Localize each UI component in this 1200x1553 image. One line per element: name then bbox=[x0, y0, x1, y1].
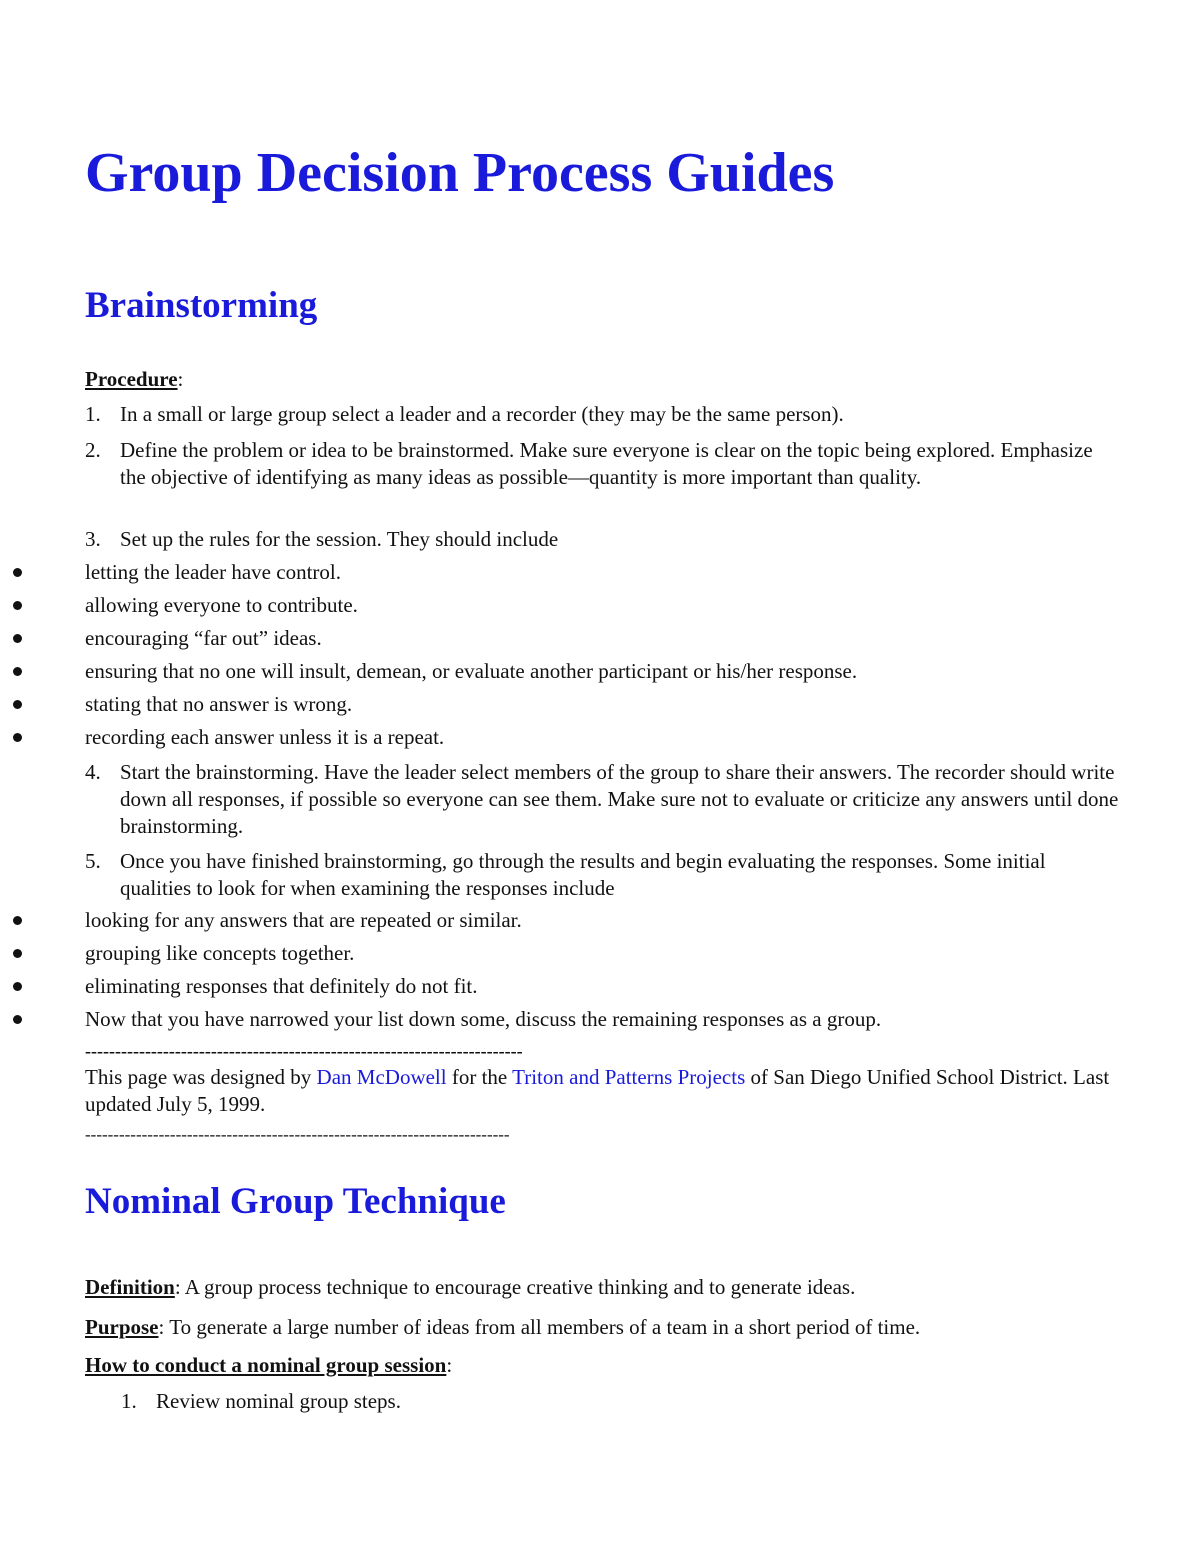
rule-text: encouraging “far out” ideas. bbox=[85, 626, 322, 650]
list-item bbox=[85, 592, 1125, 619]
how-to-line bbox=[85, 1352, 1125, 1379]
bullet-icon bbox=[13, 1015, 22, 1024]
bullet-icon bbox=[13, 601, 22, 610]
list-item bbox=[85, 658, 1125, 685]
step-number: 2. bbox=[85, 438, 101, 462]
list-item bbox=[85, 907, 1125, 934]
procedure-step-5 bbox=[85, 848, 1125, 902]
list-item bbox=[85, 724, 1125, 751]
procedure-step-3 bbox=[85, 526, 1125, 553]
credit-text bbox=[85, 1064, 1115, 1118]
procedure-step-2 bbox=[85, 437, 1125, 491]
bullet-icon bbox=[13, 949, 22, 958]
purpose-text: : To generate a large number of ideas from all members of a team in a short period of time. bbox=[158, 1315, 921, 1339]
bullet-icon bbox=[13, 982, 22, 991]
page-title: Group Decision Process Guides bbox=[85, 142, 835, 204]
step-number: 1. bbox=[85, 402, 101, 426]
bullet-icon bbox=[13, 700, 22, 709]
evaluation-text: eliminating responses that definitely do not fit. bbox=[85, 974, 478, 998]
step-number: 5. bbox=[85, 849, 101, 873]
procedure-line bbox=[85, 366, 183, 393]
rule-text: letting the leader have control. bbox=[85, 560, 341, 584]
procedure-step-4 bbox=[85, 759, 1125, 840]
evaluation-text: Now that you have narrowed your list down some, discuss the remaining responses as a group. bbox=[85, 1007, 882, 1031]
how-to-label: How to conduct a nominal group session bbox=[85, 1353, 447, 1377]
step-number: 4. bbox=[85, 760, 101, 784]
step-text: Once you have finished brainstorming, go through the results and begin evaluating the responses. Some initial qualities to look for when examining the responses include bbox=[120, 849, 1046, 900]
bullet-icon bbox=[13, 733, 22, 742]
list-item bbox=[85, 625, 1125, 652]
step-text: Set up the rules for the session. They should include bbox=[120, 527, 559, 551]
step-text: In a small or large group select a leader and a recorder (they may be the same person). bbox=[120, 402, 844, 426]
list-item bbox=[85, 691, 1125, 718]
purpose-label: Purpose bbox=[85, 1315, 159, 1339]
rule-text: stating that no answer is wrong. bbox=[85, 692, 353, 716]
definition-label: Definition bbox=[85, 1275, 175, 1299]
bullet-icon bbox=[13, 568, 22, 577]
credit-middle: for the bbox=[446, 1065, 513, 1089]
divider-top: ------------------------------------------------------------------------- bbox=[85, 1041, 523, 1061]
purpose-line bbox=[85, 1314, 1125, 1341]
list-item bbox=[85, 1006, 1125, 1033]
evaluation-text: grouping like concepts together. bbox=[85, 941, 355, 965]
step-number: 3. bbox=[85, 527, 101, 551]
list-item bbox=[85, 559, 1125, 586]
list-item bbox=[85, 940, 1125, 967]
bullet-icon bbox=[13, 916, 22, 925]
step-text: Start the brainstorming. Have the leader select members of the group to share their answers. The recorder should write down all responses, if possible so everyone can see them. Make sure not to evaluate or criticize any answers until done brainstorming. bbox=[120, 760, 1119, 838]
procedure-step-1 bbox=[85, 401, 1125, 428]
bullet-icon bbox=[13, 667, 22, 676]
step-number: 1. bbox=[121, 1389, 137, 1413]
nominal-heading: Nominal Group Technique bbox=[85, 1181, 506, 1222]
how-to-colon: : bbox=[446, 1353, 453, 1377]
list-item bbox=[85, 973, 1125, 1000]
nominal-step-1 bbox=[121, 1388, 1161, 1415]
procedure-label: Procedure bbox=[85, 367, 178, 391]
rule-text: ensuring that no one will insult, demean, or evaluate another participant or his/her response. bbox=[85, 659, 858, 683]
evaluation-text: looking for any answers that are repeated or similar. bbox=[85, 908, 522, 932]
definition-line bbox=[85, 1274, 1125, 1301]
step-text: Review nominal group steps. bbox=[156, 1389, 401, 1413]
divider-bottom: --------------------------------------------------------------------------- bbox=[85, 1125, 510, 1144]
author-link[interactable]: Dan McDowell bbox=[316, 1065, 447, 1089]
rule-text: allowing everyone to contribute. bbox=[85, 593, 358, 617]
bullet-icon bbox=[13, 634, 22, 643]
definition-text: : A group process technique to encourage creative thinking and to generate ideas. bbox=[174, 1275, 856, 1299]
rule-text: recording each answer unless it is a repeat. bbox=[85, 725, 445, 749]
project-link[interactable]: Triton and Patterns Projects bbox=[512, 1065, 746, 1089]
step-text: Define the problem or idea to be brainstormed. Make sure everyone is clear on the topic being explored. Emphasize the objective of identifying as many ideas as possible—quantity is more important than quality. bbox=[120, 438, 1093, 489]
credit-suffix: of San Diego Unified School District. Last updated July 5, 1999. bbox=[85, 1065, 1110, 1116]
credit-prefix: This page was designed by bbox=[85, 1065, 317, 1089]
brainstorming-heading: Brainstorming bbox=[85, 285, 318, 326]
procedure-colon: : bbox=[177, 367, 184, 391]
